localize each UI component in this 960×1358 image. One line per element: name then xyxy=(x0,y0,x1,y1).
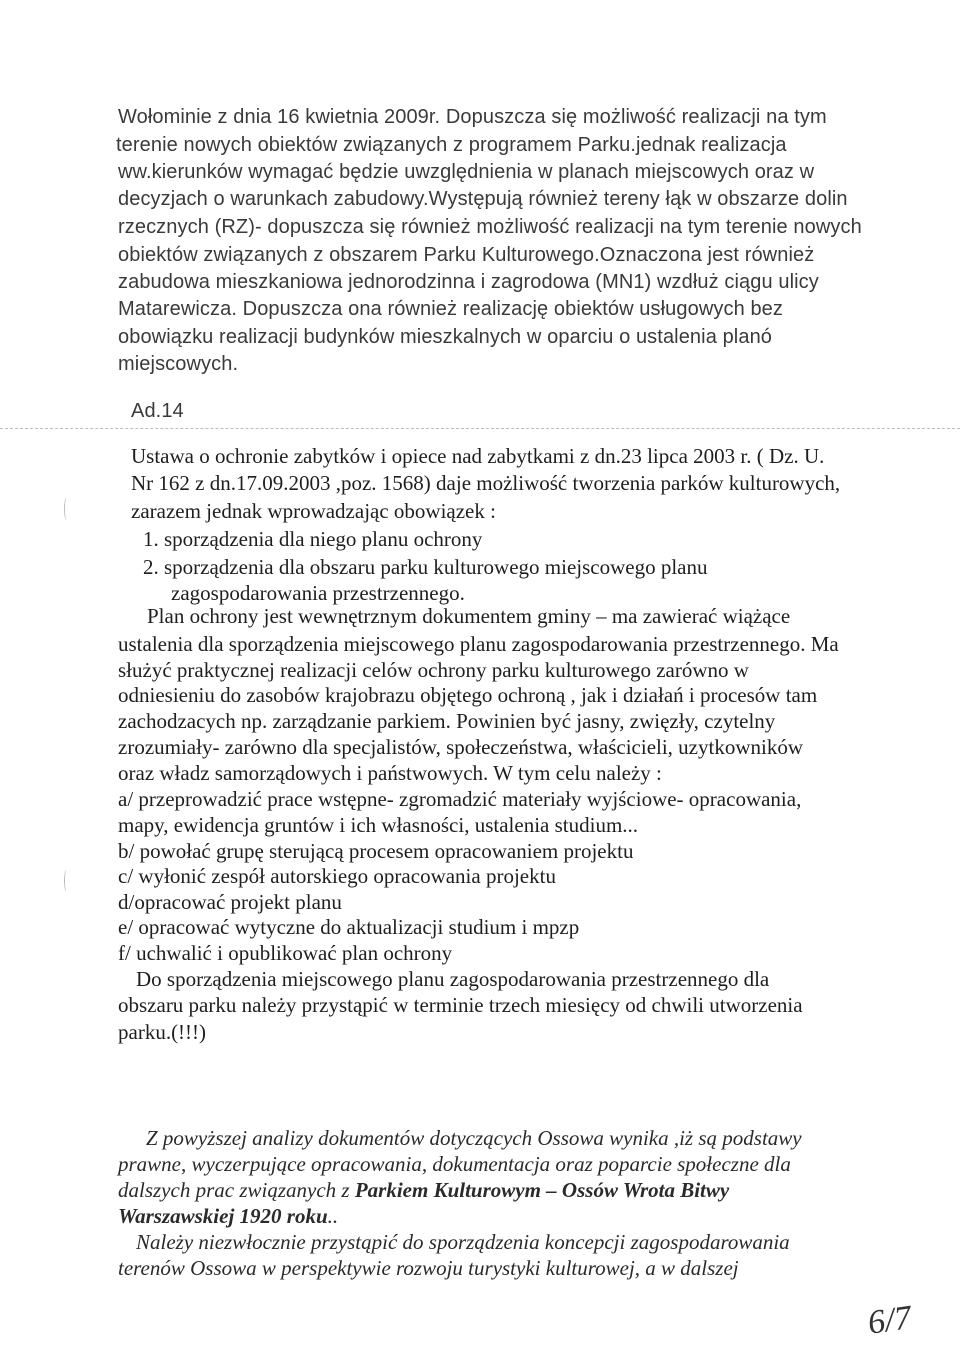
paragraph-1-line-1: Wołominie z dnia 16 kwietnia 2009r. Dopuszcza się możliwość realizacji na tym xyxy=(118,106,827,128)
step-b: b/ powołać grupę sterującą procesem opracowaniem projektu xyxy=(118,839,634,863)
paragraph-1-line-2: terenie nowych obiektów związanych z programem Parku.jednak realizacja xyxy=(116,134,787,156)
conclusion-line-1: Z powyższej analizy dokumentów dotyczących Ossowa wynika ,iż są podstawy xyxy=(146,1126,802,1150)
list-item-2: 2. sporządzenia dla obszaru parku kulturowego miejscowego planu xyxy=(143,555,708,579)
conclusion-line-5: Należy niezwłocznie przystąpić do sporządzenia koncepcji zagospodarowania xyxy=(136,1230,790,1254)
page-divider xyxy=(0,428,960,429)
paragraph-1-line-7: zabudowa mieszkaniowa jednorodzinna i zagrodowa (MN1) wzdłuż ciągu ulicy xyxy=(118,271,819,293)
paragraph-1-line-5: rzecznych (RZ)- dopuszcza się również możliwość realizacji na tym terenie nowych xyxy=(118,216,862,238)
park-name-bold-continuation: Warszawskiej 1920 roku xyxy=(118,1204,328,1228)
paragraph-2-line-11: zachodzacych np. zarządzanie parkiem. Powinien być jasny, zwięzły, czytelny xyxy=(118,709,776,733)
paragraph-2-line-21: Do sporządzenia miejscowego planu zagospodarowania przestrzennego dla xyxy=(136,967,770,991)
paragraph-2-line-2: Nr 162 z dn.17.09.2003 ,poz. 1568) daje możliwość tworzenia parków kulturowych, xyxy=(131,471,841,495)
step-a: a/ przeprowadzić prace wstępne- zgromadzić materiały wyjściowe- opracowania, xyxy=(118,787,802,811)
paragraph-2-line-13: oraz władz samorządowych i państwowych. W tym celu należy : xyxy=(118,761,662,785)
paragraph-2-line-7: Plan ochrony jest wewnętrznym dokumentem gminy – ma zawierać wiążące xyxy=(147,604,791,628)
step-d: d/opracować projekt planu xyxy=(118,890,342,914)
paragraph-1-line-10: miejscowych. xyxy=(118,353,239,375)
step-e: e/ opracować wytyczne do aktualizacji studium i mpzp xyxy=(118,915,580,939)
step-c: c/ wyłonić zespół autorskiego opracowania projektu xyxy=(118,864,556,888)
conclusion-line-4 xyxy=(118,1204,338,1229)
section-label-ad14: Ad.14 xyxy=(131,400,184,422)
conclusion-line-4-end: .. xyxy=(327,1204,339,1228)
paragraph-1-line-9: obowiązku realizacji budynków mieszkalnych w oparciu o ustalenia planó xyxy=(118,326,773,348)
paragraph-1-line-8: Matarewicza. Dopuszcza ona również realizację obiektów usługowych bez xyxy=(118,298,783,320)
conclusion-line-3-text: dalszych prac związanych z xyxy=(118,1178,355,1202)
conclusion-line-3 xyxy=(118,1178,729,1203)
conclusion-line-2: prawne, wyczerpujące opracowania, dokumentacja oraz poparcie społeczne dla xyxy=(118,1152,791,1176)
paragraph-2-line-23: parku.(!!!) xyxy=(118,1020,207,1044)
paragraph-2-line-1: Ustawa o ochronie zabytków i opiece nad zabytkami z dn.23 lipca 2003 r. ( Dz. U. xyxy=(131,444,825,468)
step-a-continuation: mapy, ewidencja gruntów i ich własności, ustalenia studium... xyxy=(118,813,639,837)
page-number-handwritten: 6/7 xyxy=(865,1299,914,1342)
list-item-2-continuation: zagospodarowania przestrzennego. xyxy=(171,581,465,605)
conclusion-line-6: terenów Ossowa w perspektywie rozwoju turystyki kulturowej, a w dalszej xyxy=(118,1256,739,1280)
paragraph-1-line-3: ww.kierunków wymagać będzie uwzględnienia w planach miejscowych oraz w xyxy=(118,161,815,183)
margin-mark xyxy=(64,498,69,520)
paragraph-2-line-12: zrozumiały- zarówno dla specjalistów, społeczeństwa, właścicieli, uzytkowników xyxy=(118,735,804,759)
paragraph-2-line-3: zarazem jednak wprowadzając obowiązek : xyxy=(131,499,496,523)
paragraph-2-line-8: ustalenia dla sporządzenia miejscowego planu zagospodarowania przestrzennego. Ma xyxy=(118,632,839,656)
paragraph-2-line-22: obszaru parku należy przystąpić w terminie trzech miesięcy od chwili utworzenia xyxy=(118,993,803,1017)
paragraph-2-line-10: odniesieniu do zasobów krajobrazu objętego ochroną , jak i działań i procesów tam xyxy=(118,683,818,707)
paragraph-2-line-9: służyć praktycznej realizacji celów ochrony parku kulturowego zarówno w xyxy=(118,658,749,682)
paragraph-1-line-4: decyzjach o warunkach zabudowy.Występują również tereny łąk w obszarze dolin xyxy=(118,188,848,210)
list-item-1: 1. sporządzenia dla niego planu ochrony xyxy=(143,527,483,551)
paragraph-1-line-6: obiektów związanych z obszarem Parku Kulturowego.Oznaczona jest również xyxy=(118,244,815,266)
margin-mark xyxy=(64,870,69,892)
park-name-bold: Parkiem Kulturowym – Ossów Wrota Bitwy xyxy=(354,1178,730,1202)
step-f: f/ uchwalić i opublikować plan ochrony xyxy=(118,941,453,965)
